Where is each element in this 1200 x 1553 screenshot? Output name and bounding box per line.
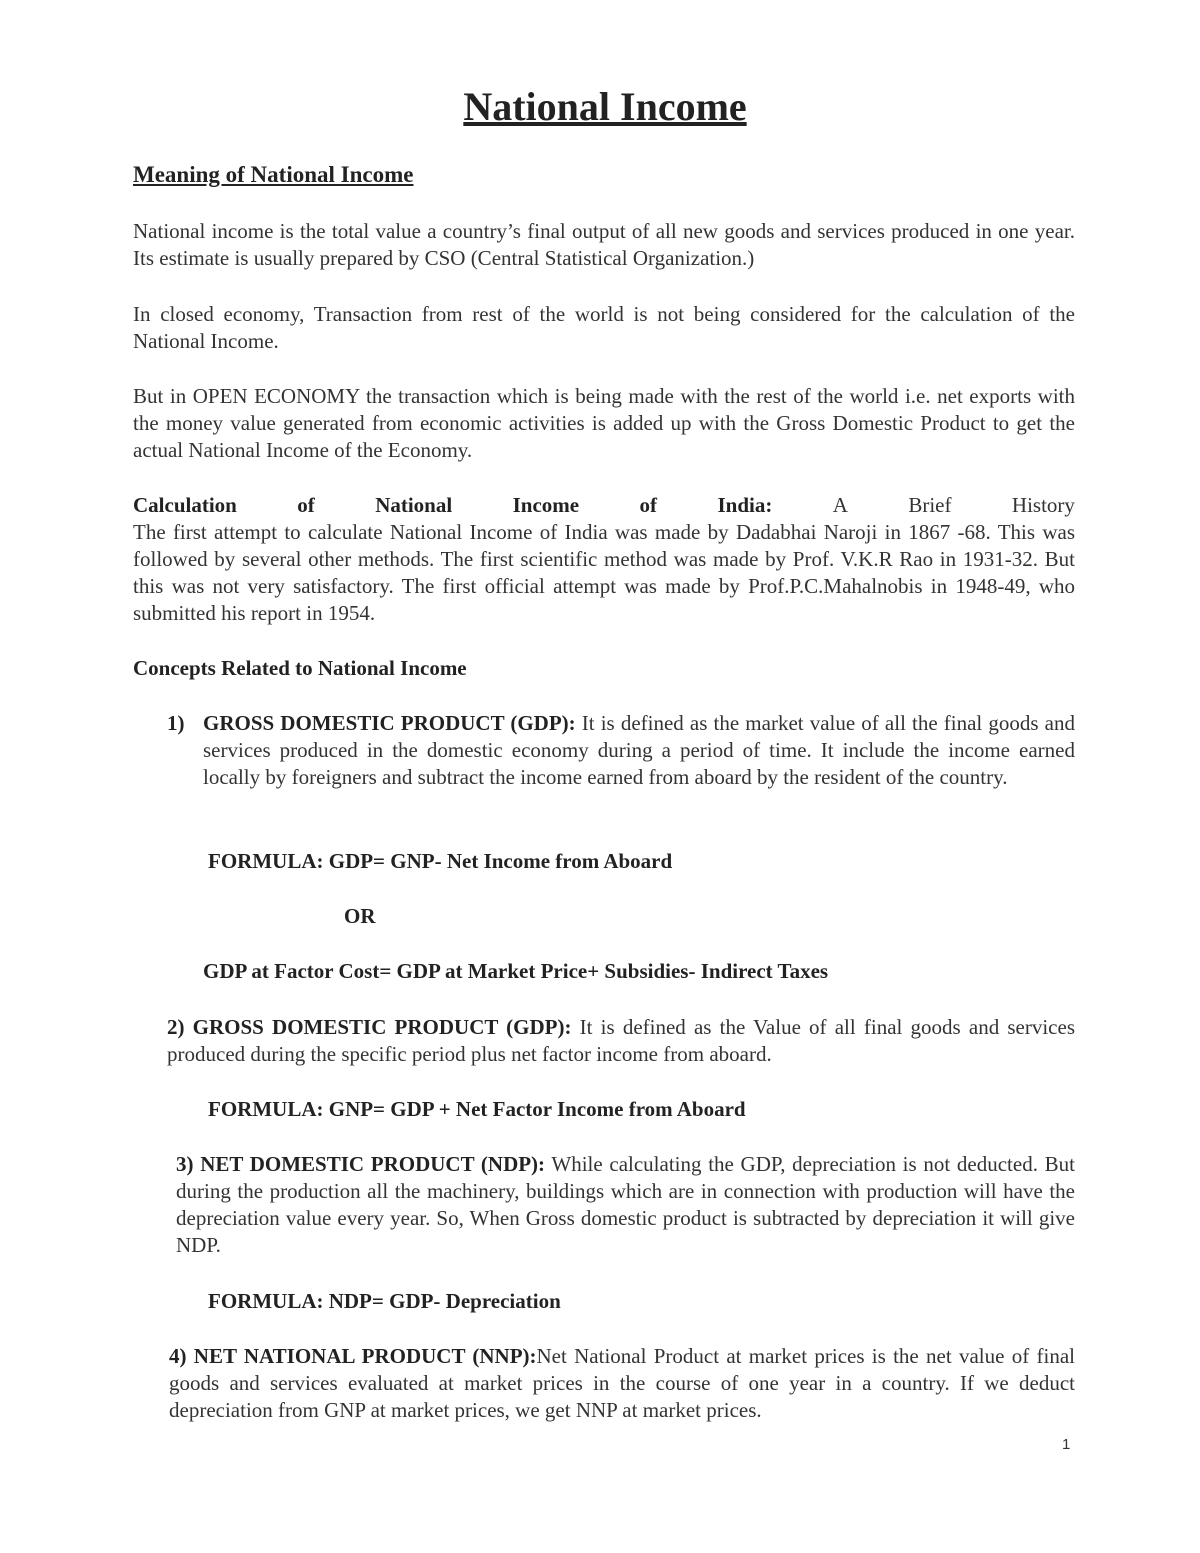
history-heading-word: India:: [717, 493, 773, 517]
history-heading-word: of: [639, 493, 658, 517]
history-heading-word: Income: [512, 493, 580, 517]
history-heading-word: of: [297, 493, 315, 517]
item-text: It is defined as the Value of all final goods and services produced during the specific period plus net factor income from aboard.: [167, 1015, 1075, 1066]
item-number: 3): [176, 1152, 194, 1176]
history-heading-word: A: [832, 493, 848, 517]
item-term: NET NATIONAL PRODUCT (NNP):: [193, 1344, 537, 1368]
formula-ndp: FORMULA: NDP= GDP- Depreciation: [208, 1289, 561, 1313]
concept-item: [167, 1014, 1075, 1068]
concept-item: [176, 1151, 1075, 1259]
paragraph-closed-economy: In closed economy, Transaction from rest of the world is not being considered for the calculation of the National Income.: [133, 302, 1075, 353]
item-text: It is defined as the market value of all the final goods and services produced in the domestic economy during a period of time. It include the income earned locally by foreigners and subtract the income earned from aboard by the resident of the country.: [203, 711, 1075, 789]
history-heading-word: Brief: [908, 493, 952, 517]
paragraph-history: The first attempt to calculate National Income of India was made by Dadabhai Naroji in 1867 -68. This was followed by several other methods. The first scientific method was made by Prof. V.K.R Rao in 1931-32. But this was not very satisfactory. The first official attempt was made by Prof.P.C.Mahalnobis in 1948-49, who submitted his report in 1954.: [133, 520, 1075, 625]
concept-item: [169, 1343, 1075, 1424]
formula-gnp: FORMULA: GNP= GDP + Net Factor Income from Aboard: [208, 1097, 746, 1121]
item-number: 1): [167, 711, 185, 735]
concepts-heading: Concepts Related to National Income: [133, 656, 467, 680]
paragraph-definition: National income is the total value a country’s final output of all new goods and services produced in one year. Its estimate is usually prepared by CSO (Central Statistical Organization.): [133, 219, 1075, 270]
item-text: Net National Product at market prices is the net value of final goods and services evaluated at market prices in the course of one year in a country. If we deduct depreciation from GNP at market prices, we get NNP at market prices.: [169, 1344, 1075, 1422]
formula-or: OR: [344, 904, 376, 928]
concept-item: [167, 710, 1075, 791]
item-term: GROSS DOMESTIC PRODUCT (GDP):: [192, 1015, 572, 1039]
item-term: GROSS DOMESTIC PRODUCT (GDP):: [203, 711, 576, 735]
formula-gdp-factor-cost: GDP at Factor Cost= GDP at Market Price+ Subsidies- Indirect Taxes: [203, 959, 829, 983]
item-text: While calculating the GDP, depreciation is not deducted. But during the production all the machinery, buildings which are in connection with production will have the depreciation value every year. So, When Gross domestic product is subtracted by depreciation it will give NDP.: [176, 1152, 1075, 1257]
meaning-heading: Meaning of National Income: [133, 162, 414, 187]
item-term: NET DOMESTIC PRODUCT (NDP):: [200, 1152, 546, 1176]
history-heading: [133, 492, 1075, 519]
history-heading-word: Calculation: [133, 493, 237, 517]
page-title: National Income: [463, 84, 747, 129]
page-number: 1: [1062, 1436, 1071, 1453]
formula-gdp: FORMULA: GDP= GNP- Net Income from Aboard: [208, 849, 673, 873]
item-number: 4): [169, 1344, 187, 1368]
item-number: 2): [167, 1015, 185, 1039]
history-heading-word: National: [375, 493, 453, 517]
paragraph-open-economy: But in OPEN ECONOMY the transaction which is being made with the rest of the world i.e. net exports with the money value generated from economic activities is added up with the Gross Domestic Product to get the actual National Income of the Economy.: [133, 384, 1075, 462]
history-heading-word: History: [1011, 493, 1075, 517]
